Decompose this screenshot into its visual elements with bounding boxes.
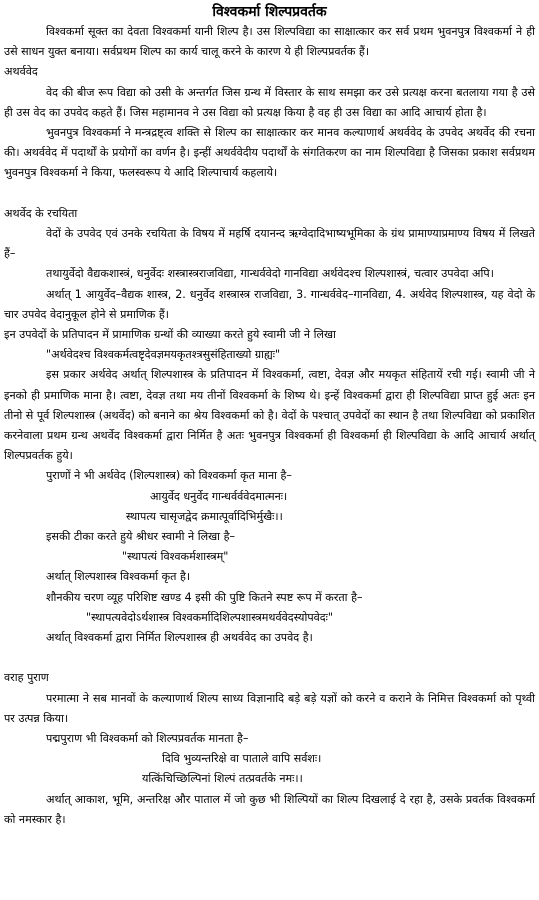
spacer [4, 648, 535, 668]
paragraph-paramatma: परमात्मा ने सब मानवों के कल्याणार्थ शिल्प साध्य विज्ञानादि बड़े बड़े यज्ञों को करने व कराने के निमित्त विश्वकर्मा को पृथ्वी पर उत्पन्न किया। [4, 691, 535, 725]
paragraph-padma-puran: पद्मपुराण भी विश्वकर्मा को शिल्पप्रवर्तक मानता है– [46, 732, 249, 746]
quote-shaunakiya: "स्थापत्यवेदोऽर्थशास्त्र विश्वकर्मादिशिल्पशास्त्रमथर्ववेदस्योपवेदः" [86, 610, 334, 624]
verse-sthapatya: स्थापत्य चासृजद्वेद क्रमात्पूर्वादिभिर्मुखैः।। [126, 509, 283, 523]
paragraph-ved: वेद की बीज रूप विद्या को उसी के अन्तर्गत जिस ग्रन्थ में विस्तार के साथ समझा कर उसे प्रत्यक्ष करना बतलाया गया है उसे ही उस वेद का उपवेद कहते हैं। जिस महामानव ने उस विद्या को प्रत्यक्ष किया है वह ही उस विद्या का आदि आचार्य होता है। [4, 85, 535, 119]
paragraph-puranon: पुराणों ने भी अर्थवेद (शिल्पशास्त्र) को विश्वकर्मा कृत माना है– [46, 469, 292, 483]
document-page [0, 2, 539, 900]
paragraph-arthat-namaskar: अर्थात् आकाश, भूमि, अन्तरिक्ष और पाताल में जो कुछ भी शिल्पियों का शिल्प दिखलाई दे रहा है, उसके प्रवर्तक विश्वकर्मा को नमस्कार है। [4, 792, 535, 826]
section-heading-varah-puran: वराह पुराण [4, 671, 49, 685]
paragraph-upavedon: इन उपवेदों के प्रतिपादन में प्रामाणिक ग्रन्थों की व्याख्या करते हुये स्वामी जी ने लिखा [4, 328, 336, 342]
section-heading-rachayita: अथर्वेद के रचयिता [4, 206, 78, 220]
spacer [4, 184, 535, 204]
page-title: विश्वकर्मा शिल्पप्रवर्तक [212, 4, 327, 20]
quote-arthaved: "अर्थवेदश्च विश्वकर्मत्वष्टृदेवज्ञमयकृतश्त्रसुसंहिताख्यो ग्राह्यः" [46, 348, 281, 362]
paragraph-shaunakiya: शौनकीय चरण व्यूह परिशिष्ट खण्ड 4 इसी की पुष्टि कितने स्पष्ट रूप में करता है– [46, 590, 363, 604]
paragraph-arthat-upaved: अर्थात् विश्वकर्मा द्वारा निर्मित शिल्पशास्त्र ही अथर्ववेद का उपवेद है। [46, 631, 313, 645]
intro-paragraph: विश्वकर्मा सूक्त का देवता विश्वकर्मा यानी शिल्प है। उस शिल्पविद्या का साक्षात्कार कर सर्व प्रथम भुवनपुत्र विश्वकर्मा ने ही उसे साधन युक्त बनाया। सर्वप्रथम शिल्प का कार्य चालू करने के कारण ये ही शिल्पप्रवर्तक हैं। [4, 25, 535, 59]
paragraph-arthat-vishwakarma-krit: अर्थात् शिल्पशास्त्र विश्वकर्मा कृत है। [46, 570, 191, 584]
paragraph-rachayita: वेदों के उपवेद एवं उनके रचयिता के विषय में महर्षि दयानन्द ऋग्वेदादिभाष्यभूमिका के ग्रंथ प्रामाण्याप्रमाण्य विषय में लिखते हैं– [4, 227, 535, 261]
section-heading-atharvaved: अथर्ववेद [4, 65, 38, 79]
paragraph-bhuvanputra: भुवनपुत्र विश्वकर्मा ने मन्त्रद्रष्ट्त्व शक्ति से शिल्प का साक्षात्कार कर मानव कल्याणार्थ अथर्ववेद के उपवेद अथर्वेद की रचना की। अथर्ववेद में पदार्थों के प्रयोगों का वर्णन है। इन्हीं अथर्ववेदीय पदार्थों के संगतिकरण का नाम शिल्पविद्या है जिसका प्रकाश सर्वप्रथम भुवनपुत्र विश्वकर्मा ने किया, फलस्वरूप ये आदि शिल्पाचार्य कहलाये। [4, 126, 535, 180]
paragraph-tika: इसकी टीका करते हुये श्रीधर स्वामी ने लिखा है– [46, 530, 236, 544]
paragraph-arthat-upaved-list: अर्थात् 1 आयुर्वेद–वैद्यक शास्त्र, 2. धनुर्वेद शस्त्रास्त्र राजविद्या, 3. गान्धर्ववेद–गानविद्या, 4. अर्थवेद शिल्पशास्त्र, यह वेदो के चार उपवेद वेदानुकूल होने से प्रमाणिक हैं। [4, 287, 535, 321]
sanskrit-upaved-quote: तथायुर्वेदो वैद्यकशास्त्रं, धनुर्वेदः शस्त्रास्त्रराजविद्या, गान्धर्ववेदो गानविद्या अर्थवेदश्च शिल्पशास्त्रं, चत्वार उपवेदा अपि। [46, 267, 494, 281]
verse-divi: दिवि भुव्यन्तरिक्षे वा पाताले वापि सर्वशः। [162, 752, 322, 766]
quote-sthapatya: "स्थापत्यं विश्वकर्मशास्त्रम्" [122, 550, 229, 564]
paragraph-is-prakar: इस प्रकार अर्थवेद अर्थात् शिल्पशास्त्र के प्रतिपादन में विश्वकर्मा, त्वष्टा, देवज्ञ और मयकृत संहितायें रची गई। स्वामी जी ने इनको ही प्रमाणिक माना है। त्वष्टा, देवज्ञ तथा मय तीनों विश्वकर्मा के शिष्य थे। इन्हें विश्वकर्मा द्वारा ही शिल्पविद्या प्राप्त हुई अतः इन तीनो से पूर्व शिल्पशास्त्र (अथर्वेद) को बनाने का श्रेय विश्वकर्मा को है। वेदों के पश्चात् उपवेदों का स्थान है तथा शिल्पविद्या को प्रकाशित करनेवाला प्रथम ग्रन्थ अथर्वेद विश्वकर्मा द्वारा निर्मित है अतः भुवनपुत्र विश्वकर्मा ही विश्वकर्मा ही शिल्पविद्या के आदि आचार्य अर्थात् शिल्पप्रवर्तक हुये। [4, 368, 535, 463]
verse-yatkinchit: यत्किंचिच्छिल्पिनां शिल्पं तत्प्रवर्तके नमः।। [142, 772, 303, 786]
verse-ayurvedo: आयुर्वेद धनुर्वेद गान्धर्वर्ववेदमात्मनः। [150, 489, 288, 503]
